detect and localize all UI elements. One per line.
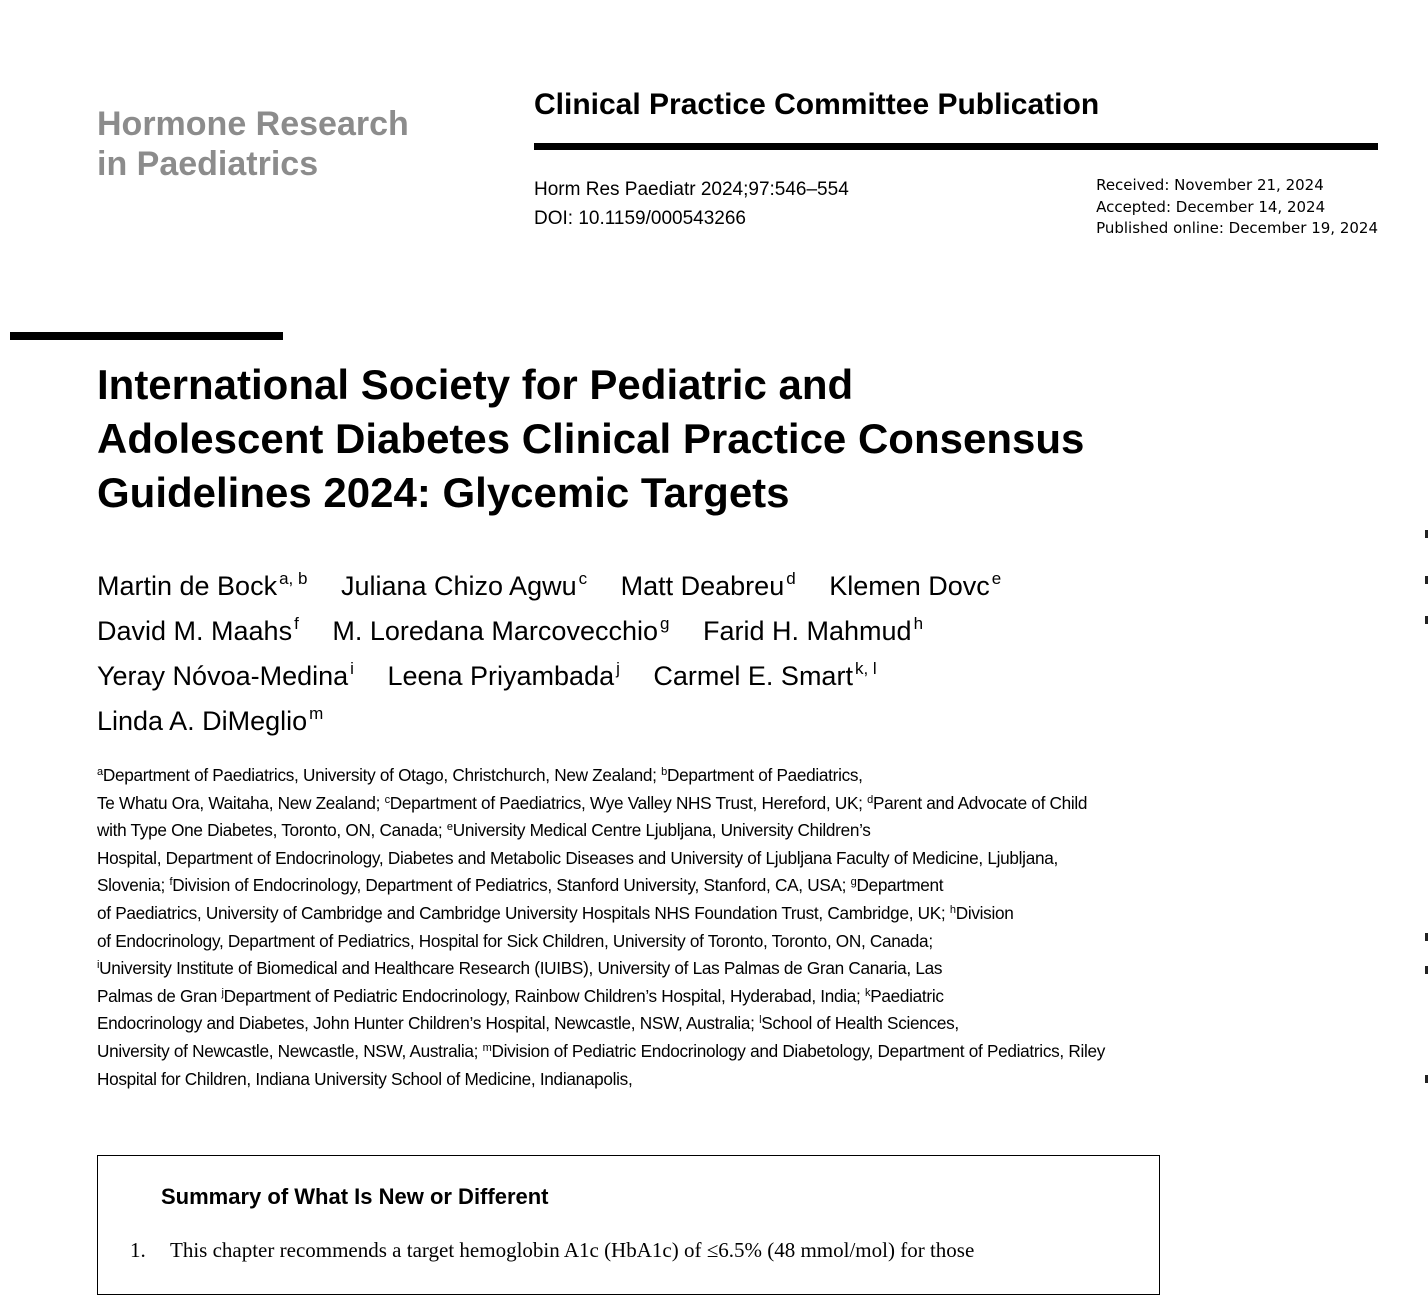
journal-logo <box>97 104 409 184</box>
author-line <box>97 564 1027 609</box>
affiliation-line <box>97 928 1157 956</box>
affiliation-text: with Type One Diabetes, Toronto, ON, Canada; <box>97 820 443 841</box>
author-affiliation-marker: j <box>616 659 620 678</box>
author[interactable] <box>341 571 587 601</box>
affiliation-text: Palmas de Gran <box>97 985 217 1006</box>
author[interactable] <box>829 571 1001 601</box>
summary-item-text: This chapter recommends a target hemoglobin A1c (HbA1c) of ≤6.5% (48 mmol/mol) for those <box>170 1238 975 1262</box>
author-affiliation-marker: g <box>660 614 670 633</box>
title-line: Adolescent Diabetes Clinical Practice Consensus <box>97 415 1085 462</box>
affiliation-text: Te Whatu Ora, Waitaha, New Zealand; <box>97 792 381 813</box>
author[interactable] <box>387 661 619 691</box>
affiliation-marker: g <box>850 876 857 889</box>
author[interactable] <box>97 571 307 601</box>
journal-name-line1: Hormone Research <box>97 105 409 143</box>
author-name: Leena Priyambada <box>387 661 615 691</box>
author-affiliation-marker: a, b <box>279 569 308 588</box>
received-date: Received: November 21, 2024 <box>1096 176 1324 194</box>
adjacent-page-edge <box>1422 520 1428 1120</box>
affiliation-marker: a <box>97 766 103 778</box>
citation-line: Horm Res Paediatr 2024;97:546–554 <box>534 179 849 200</box>
affiliation-line <box>97 817 1157 845</box>
author-affiliation-marker: e <box>991 569 1002 588</box>
author[interactable] <box>653 661 876 691</box>
affiliation-text: Slovenia; <box>97 875 166 896</box>
author-name: Klemen Dovc <box>829 571 990 601</box>
author[interactable] <box>97 616 299 646</box>
article-dates <box>1096 175 1378 240</box>
affiliation-marker: e <box>446 821 453 834</box>
author-name: Linda A. DiMeglio <box>97 706 308 736</box>
affiliation-text: School of Health Sciences, <box>761 1013 959 1034</box>
affiliation-text: University Institute of Biomedical and Healthcare Research (IUIBS), University of Las Palmas de Gran Canaria, Las <box>99 958 943 979</box>
affiliation-text: Parent and Advocate of Child <box>872 792 1088 813</box>
author-name: M. Loredana Marcovecchio <box>332 616 658 646</box>
author-affiliation-marker: h <box>913 614 924 633</box>
title-line: International Society for Pediatric and <box>97 361 854 408</box>
summary-heading: Summary of What Is New or Different <box>161 1184 549 1209</box>
affiliation-line <box>97 900 1157 928</box>
author-affiliation-marker: i <box>350 659 354 678</box>
journal-name-line2: in Paediatrics <box>97 145 319 183</box>
affiliation-marker: l <box>759 1014 762 1027</box>
affiliation-line <box>97 790 1157 818</box>
author-name: Carmel E. Smart <box>653 661 853 691</box>
affiliation-text: Department <box>856 875 944 896</box>
author-affiliation-marker: f <box>294 614 299 633</box>
author[interactable] <box>332 616 669 646</box>
affiliation-text: Paediatric <box>870 985 944 1006</box>
affiliation-text: Division of Pediatric Endocrinology and Diabetology, Department of Pediatrics, Riley <box>491 1040 1106 1061</box>
affiliation-text: of Paediatrics, University of Cambridge and Cambridge University Hospitals NHS Foundation Trust, Cambridge, UK; <box>97 902 946 923</box>
published-date: Published online: December 19, 2024 <box>1096 219 1378 237</box>
affiliation-line <box>97 983 1157 1011</box>
affiliation-text: Department of Pediatric Endocrinology, Rainbow Children’s Hospital, Hyderabad, India; <box>223 985 861 1006</box>
title-line: Guidelines 2024: Glycemic Targets <box>97 469 790 516</box>
affiliation-text: Hospital for Children, Indiana University School of Medicine, Indianapolis, <box>97 1068 633 1089</box>
affiliations <box>97 762 1157 1093</box>
affiliation-text: Department of Paediatrics, <box>666 765 863 785</box>
affiliation-text: Division <box>955 902 1014 923</box>
article-title <box>97 358 1177 520</box>
author-name: Juliana Chizo Agwu <box>340 571 577 601</box>
author-affiliation-marker: c <box>578 569 588 588</box>
author-line <box>97 609 1027 654</box>
affiliation-text: of Endocrinology, Department of Pediatrics, Hospital for Sick Children, University of Toronto, Toronto, ON, Canada; <box>97 930 933 951</box>
author-name: Matt Deabreu <box>620 571 785 601</box>
affiliation-line <box>97 845 1157 873</box>
author-list <box>97 564 1027 744</box>
author[interactable] <box>97 706 323 736</box>
author-name: Yeray Nóvoa-Medina <box>97 661 349 691</box>
author-line <box>97 654 1027 699</box>
author[interactable] <box>621 571 796 601</box>
author-affiliation-marker: d <box>786 569 796 588</box>
author-affiliation-marker: k, l <box>854 659 877 678</box>
author-line <box>97 699 1027 744</box>
affiliation-line <box>97 872 1157 900</box>
affiliation-line <box>97 1066 1157 1094</box>
affiliation-line <box>97 955 1157 983</box>
affiliation-text: University Medical Centre Ljubljana, University Children’s <box>452 820 871 841</box>
author[interactable] <box>97 661 354 691</box>
affiliation-line <box>97 1010 1157 1038</box>
author-affiliation-marker: m <box>309 704 324 723</box>
affiliation-marker: k <box>865 986 871 999</box>
header-rule <box>534 143 1378 150</box>
title-rule <box>10 332 283 340</box>
affiliation-marker: b <box>661 766 667 778</box>
affiliation-marker: f <box>169 876 173 889</box>
affiliation-marker: h <box>949 903 956 916</box>
author[interactable] <box>703 616 923 646</box>
affiliation-line <box>97 762 1157 790</box>
summary-box <box>97 1155 1160 1295</box>
author-name: David M. Maahs <box>97 616 293 646</box>
affiliation-text: University of Newcastle, Newcastle, NSW, Australia; <box>97 1040 479 1061</box>
publication-category: Clinical Practice Committee Publication <box>534 88 1100 121</box>
author-name: Martin de Bock <box>97 571 278 601</box>
affiliation-line <box>97 1038 1157 1066</box>
affiliation-marker: m <box>482 1041 492 1054</box>
affiliation-text: Department of Paediatrics, Wye Valley NHS Trust, Hereford, UK; <box>389 792 863 813</box>
accepted-date: Accepted: December 14, 2024 <box>1096 197 1326 216</box>
affiliation-marker: c <box>384 793 390 806</box>
affiliation-text: Endocrinology and Diabetes, John Hunter Children’s Hospital, Newcastle, NSW, Australia; <box>97 1013 755 1034</box>
affiliation-text: Hospital, Department of Endocrinology, Diabetes and Metabolic Diseases and University of Ljubljana Faculty of Medicine, Ljubljana, <box>97 847 1058 868</box>
summary-item-number: 1. <box>130 1238 146 1262</box>
affiliation-marker: i <box>97 959 100 972</box>
affiliation-text: Department of Paediatrics, University of Otago, Christchurch, New Zealand; <box>102 765 657 785</box>
citation-block <box>534 175 849 233</box>
affiliation-marker: j <box>221 986 224 999</box>
author-name: Farid H. Mahmud <box>702 616 912 646</box>
affiliation-text: Division of Endocrinology, Department of Pediatrics, Stanford University, Stanford, CA, USA; <box>172 875 847 896</box>
doi-link[interactable]: DOI: 10.1159/000543266 <box>534 208 746 229</box>
affiliation-marker: d <box>867 793 873 806</box>
